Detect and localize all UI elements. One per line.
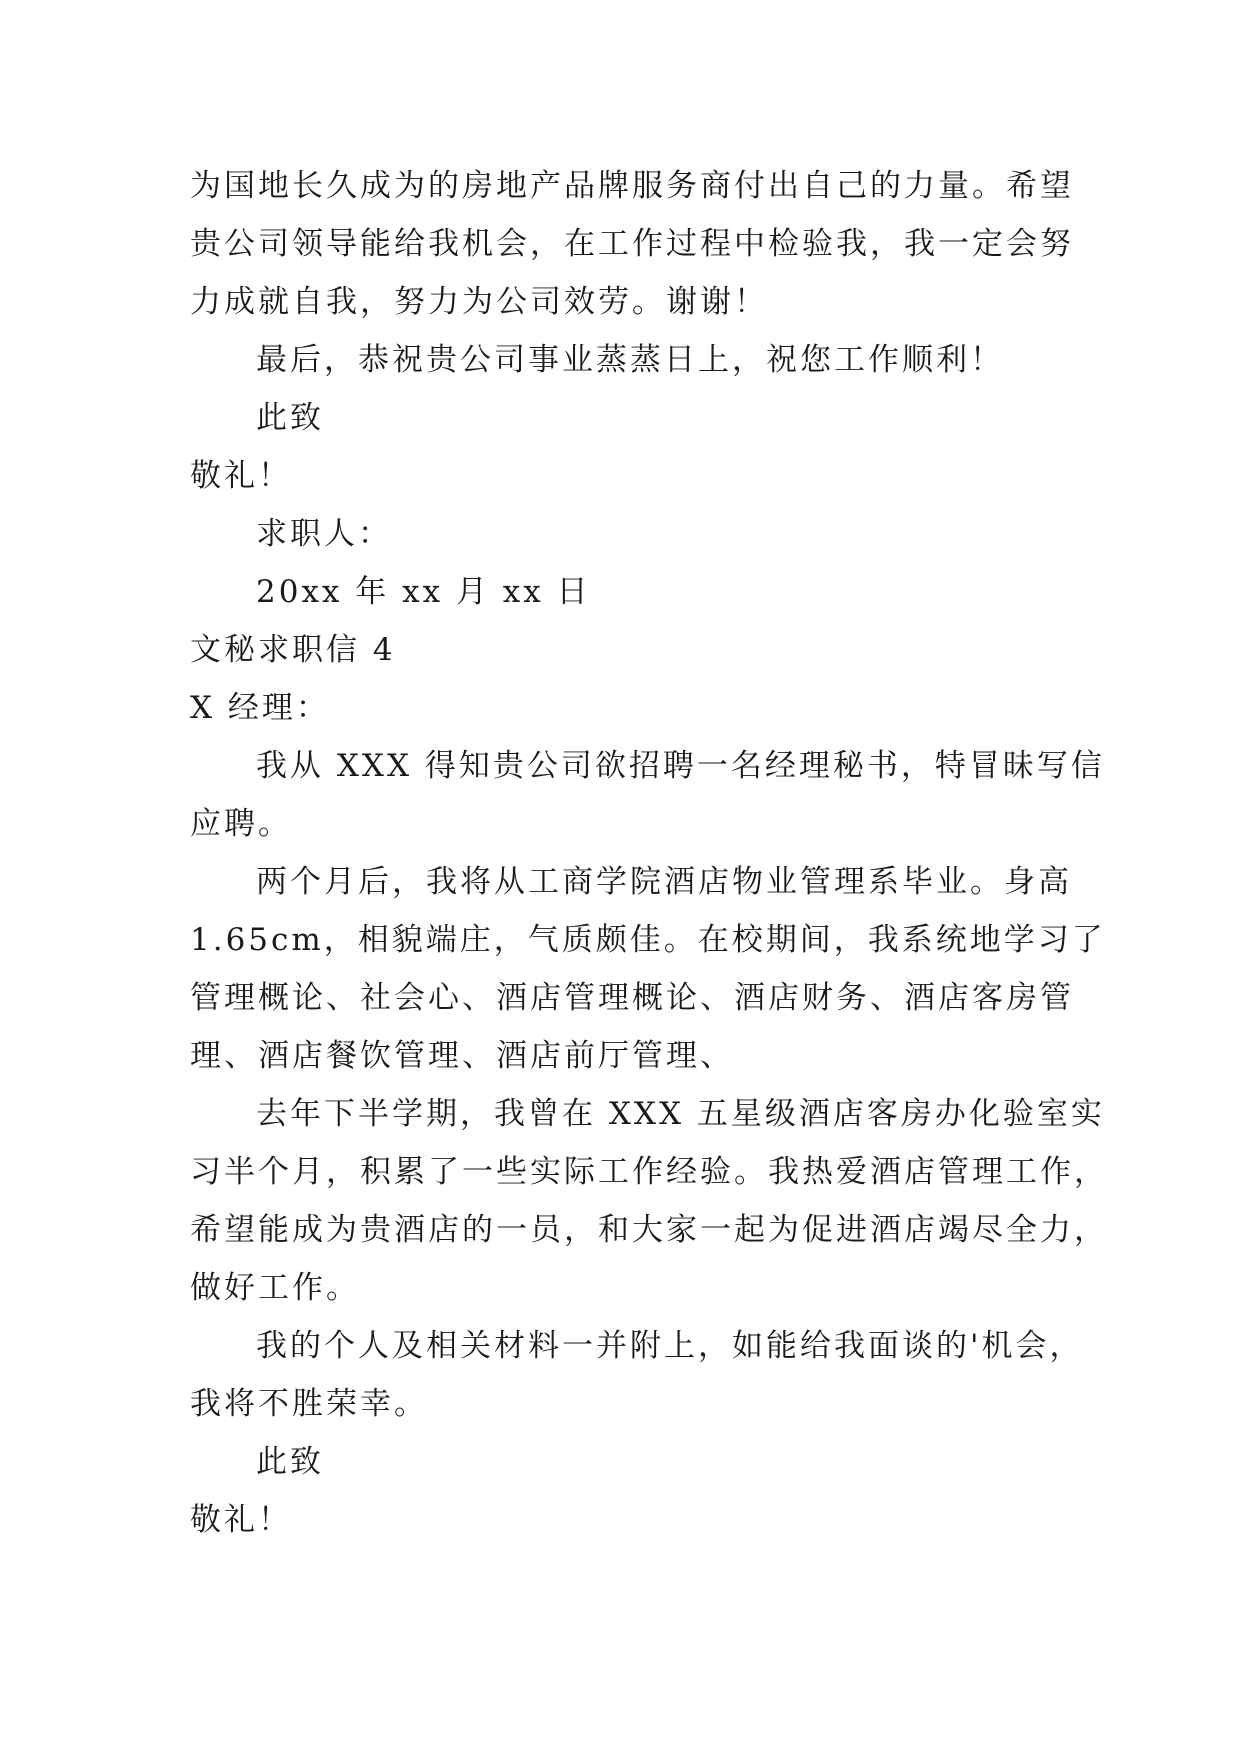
closing-wish: 最后，恭祝贵公司事业蒸蒸日上，祝您工作顺利！ xyxy=(256,342,1004,378)
paragraph-line: 贵公司领导能给我机会，在工作过程中检验我，我一定会努 xyxy=(190,226,1074,262)
paragraph-line: 我从 XXX 得知贵公司欲招聘一名经理秘书，特冒昧写信 xyxy=(256,748,1105,784)
section-heading: 文秘求职信 4 xyxy=(190,632,396,668)
paragraph-line: 两个月后，我将从工商学院酒店物业管理系毕业。身高 xyxy=(256,864,1072,900)
paragraph-line: 为国地长久成为的房地产品牌服务商付出自己的力量。希望 xyxy=(190,168,1074,204)
paragraph-line: 理、酒店餐饮管理、酒店前厅管理、 xyxy=(190,1038,734,1074)
salutation-jingli: 敬礼！ xyxy=(190,1502,292,1538)
salutation-cizhi: 此致 xyxy=(256,400,324,436)
paragraph-line: 去年下半学期，我曾在 XXX 五星级酒店客房办化验室实 xyxy=(256,1096,1105,1132)
paragraph-line: 做好工作。 xyxy=(190,1270,360,1306)
recipient-greeting: X 经理： xyxy=(190,690,330,726)
paragraph-line: 力成就自我，努力为公司效劳。谢谢！ xyxy=(190,284,768,320)
paragraph-line: 1.65cm，相貌端庄，气质颇佳。在校期间，我系统地学习了 xyxy=(190,922,1106,958)
salutation-jingli: 敬礼！ xyxy=(190,458,292,494)
paragraph-line: 管理概论、社会心、酒店管理概论、酒店财务、酒店客房管 xyxy=(190,980,1074,1016)
paragraph-line: 我将不胜荣幸。 xyxy=(190,1386,428,1422)
salutation-cizhi: 此致 xyxy=(256,1444,324,1480)
paragraph-line: 希望能成为贵酒店的一员，和大家一起为促进酒店竭尽全力， xyxy=(190,1212,1108,1248)
applicant-label: 求职人： xyxy=(256,516,392,552)
paragraph-line: 应聘。 xyxy=(190,806,292,842)
paragraph-line: 习半个月，积累了一些实际工作经验。我热爱酒店管理工作， xyxy=(190,1154,1108,1190)
date-line: 20xx 年 xx 月 xx 日 xyxy=(256,574,591,610)
paragraph-line: 我的个人及相关材料一并附上，如能给我面谈的'机会， xyxy=(256,1328,1084,1364)
